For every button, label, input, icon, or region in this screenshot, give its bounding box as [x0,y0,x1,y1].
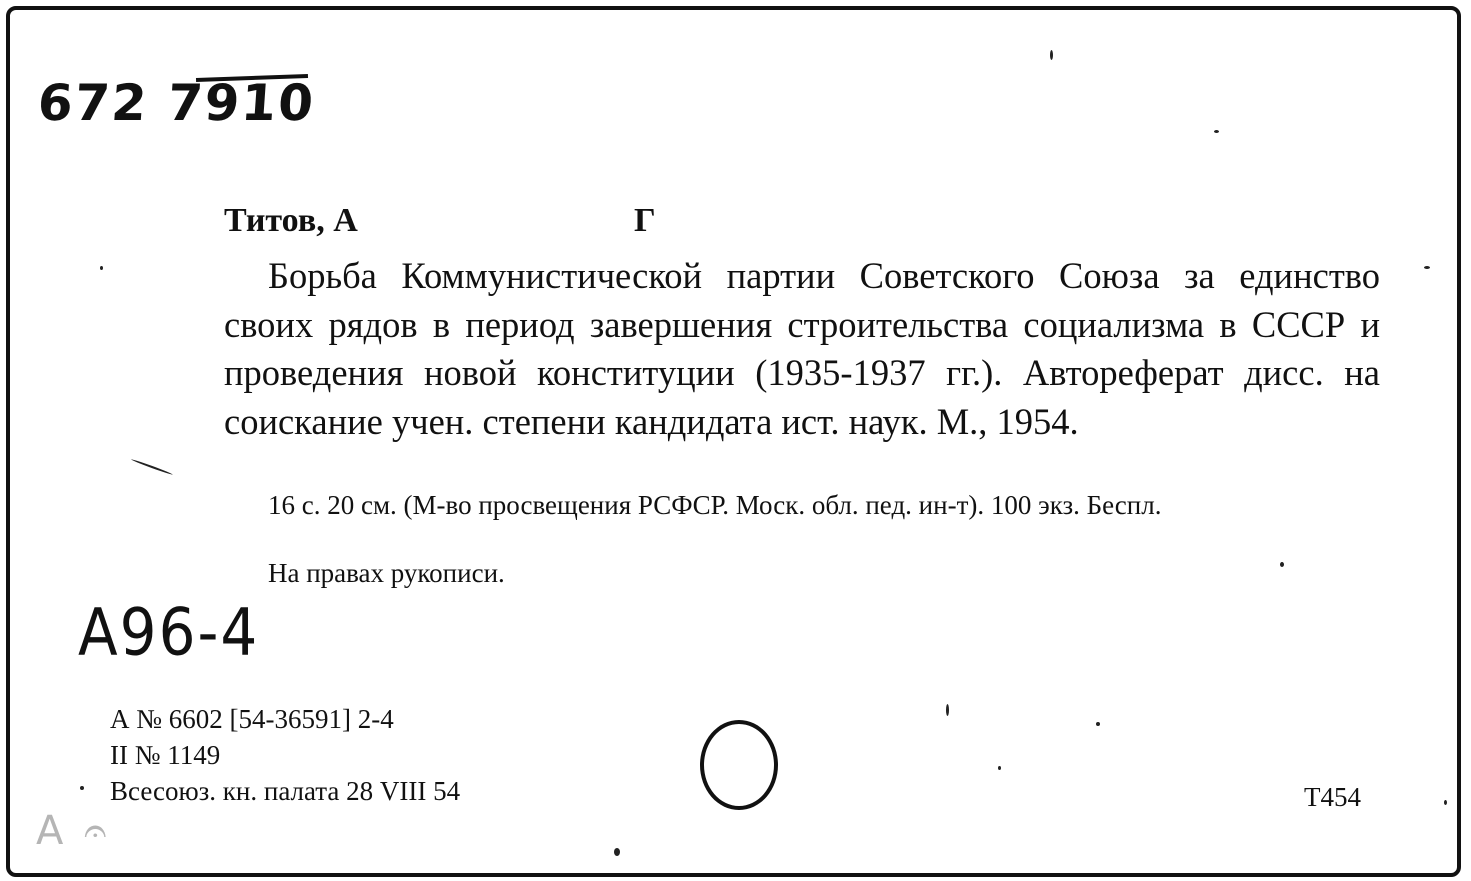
handwritten-call-number: 672 7910 [35,74,317,132]
speck [1096,722,1100,726]
author-heading [224,202,664,240]
speck [1444,800,1447,805]
author-name: Титов, А [224,202,358,239]
catalog-card [6,6,1461,877]
chamber-date-line: Всесоюз. кн. палата 28 VIII 54 [110,776,461,806]
speck [1214,130,1219,133]
handwritten-shelf-mark: А96-4 [78,593,260,671]
speck [1280,562,1284,567]
speck [131,459,173,476]
title-description: Борьба Коммунистической партии Советского Союза за единство своих рядов в период завершения строительства социализма в СССР и проведения новой конституции (1935-1937 гг.). Автореферат дисс. на соискание учен. степени кандидата ист. наук. М., 1954. [224,255,1380,442]
speck [100,266,103,270]
secondary-number-line: II № 1149 [110,740,221,770]
speck [80,786,84,790]
speck [614,848,620,856]
punch-hole [700,720,778,810]
speck [946,704,949,716]
registration-number-line: А № 6602 [54-36591] 2-4 [110,704,394,734]
faint-stamp-mark: А 𝄐 [36,808,111,854]
card-code: Т454 [1304,782,1361,812]
collation-line: 16 с. 20 см. (М-во просвещения РСФСР. Моск. обл. пед. ин-т). 100 экз. Беспл. [268,490,1162,520]
speck [1424,266,1430,269]
speck [998,766,1001,770]
speck [1050,50,1053,60]
author-initial: Г [634,202,656,239]
rights-note: На правах рукописи. [268,558,505,588]
